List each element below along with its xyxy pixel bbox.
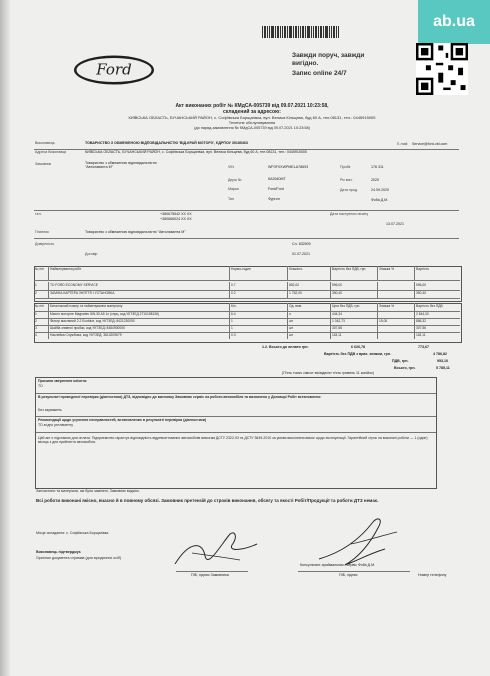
- registration-label: Держ №: [228, 178, 242, 182]
- works-header-cell: Найменування робіт: [49, 266, 230, 280]
- table-cell: 1 752,00: [288, 290, 331, 298]
- executor-name: ТОВАРИСТВО З ОБМЕЖЕНОЮ ВІДПОВІДАЛЬНІСТЮ 'ВІД-КРАЙ МОТОРЗ', ЄДРПОУ 39185463: [85, 141, 248, 145]
- mileage-label: Пробіг: [340, 165, 351, 169]
- barcode: [262, 26, 357, 38]
- mileage-value: 176 311: [371, 165, 384, 169]
- type-label: Тип: [228, 197, 234, 201]
- model-label: Марка: [228, 187, 239, 191]
- table-cell: 2: [34, 290, 49, 298]
- table-cell: 852,00: [288, 282, 331, 290]
- result-value: Без зауважень: [38, 408, 62, 412]
- subtotal-label: 1.2. Всього до оплати грн.: [262, 345, 309, 349]
- qr-code: [416, 43, 468, 95]
- next-visit-value: 13.07.2021: [386, 222, 404, 226]
- model-value: Ford/Ford: [268, 187, 284, 191]
- table-cell: 118,11: [416, 332, 426, 337]
- contact-line-3: Запис online 24/7: [292, 70, 347, 77]
- works-header-row: [34, 266, 460, 281]
- customer-signature: [170, 522, 260, 572]
- customer-signature-label: ПІБ, підпис Замовника: [191, 573, 229, 577]
- executor-signature: [315, 514, 400, 569]
- table-cell: 0.3: [230, 332, 288, 339]
- table-cell: 6.4: [230, 311, 288, 318]
- act-address: КИЇВСЬКА ОБЛАСТЬ, БУЧАНСЬКИЙ РАЙОН, с. Софіївська Борщагівка, вул. Велика Кільцева, буд 60 А, тел.08131, тел.: 0445915005: [128, 115, 376, 120]
- table-cell: ЗАМІНА КАРТЕРА ЗНЯТТЯ І УСТАНОВКА: [49, 290, 230, 298]
- registration-value: КА3940МТ: [268, 177, 286, 181]
- table-cell: [378, 325, 415, 332]
- reason-value: ТО: [38, 384, 43, 388]
- next-visit-label: Дата наступного візиту: [330, 212, 369, 216]
- table-cell: 596,00: [416, 282, 427, 287]
- recommendations-value: ТО згідно регламенту: [38, 423, 73, 427]
- table-cell: 307,56: [416, 325, 427, 330]
- executor-signature-label: ПІБ, підпис: [339, 573, 358, 577]
- agreement-value: Сл. 832509: [292, 242, 311, 246]
- table-cell: л: [288, 311, 331, 318]
- watermark-label: ab.ua: [433, 13, 475, 30]
- table-cell: 886,32: [416, 318, 427, 323]
- parts-header-cell: Ціна без ПДВ, грн.: [331, 303, 378, 311]
- table-cell: 444,34: [331, 311, 378, 318]
- parts-header-cell: Кіл.: [230, 303, 288, 311]
- parts-header-cell: Каталожний номер та найменування матеріалу: [49, 303, 230, 311]
- warranty-label: Довіреність: [35, 242, 55, 246]
- executor-address: КИЇВСЬКА ОБЛАСТЬ, БУЧАНСЬКИЙ РАЙОН, с. Софіївська Борщагівка, вул. Велика Кільцева, буд 60 А, тел.08131, тел.: 0445915005: [85, 150, 307, 154]
- vat-label: ПДВ, грн.: [392, 359, 409, 363]
- year-label: Рік вип.: [340, 178, 353, 182]
- table-cell: шт: [288, 318, 331, 325]
- customer-label: Замовник: [35, 162, 52, 166]
- sale-date-value: 24.09.2020: [371, 188, 389, 192]
- table-cell: шт: [288, 325, 331, 332]
- email-value: Service@ford-vkt.com: [412, 142, 448, 146]
- act-title: Акт виконаних робіт № КМдСА-005739 від 09.07.2021 10:23:58,: [175, 103, 329, 109]
- subtotal-value: 6 626,78: [351, 345, 365, 349]
- payer-value: Товариство з обмеженою відповідальністю "Автолаванта М": [85, 230, 186, 234]
- reason-label: Причина звернення клієнта:: [38, 379, 88, 383]
- contact-line-1: Завжди поруч, завжди: [292, 52, 365, 59]
- warranty-notes: Цей акт є підставою для оплати. Підприємство гарантує відповідність відремонтованих автомобілів вимогам ДСТУ 2322-93 та ДСТУ 3649-2010 за умови виконання вимог щодо експлуатації. Гарантійний строк на виконані роботи — 1 (один) місяць з дня прийняття автомобіля.: [38, 436, 428, 445]
- executor-confirmation-label: Виконавець підтверджує: [36, 550, 81, 554]
- table-cell: 1 042,73: [331, 318, 378, 325]
- table-cell: 118,11: [331, 332, 378, 339]
- table-cell: ТО FORD ECONOMY SERVICE: [49, 282, 230, 290]
- footer-note-1: Запчастини та матеріали, які були замінені, Замовник видано.: [36, 489, 140, 493]
- table-cell: 1: [34, 282, 49, 290]
- table-cell: 350,40: [416, 290, 427, 295]
- table-cell: 350,40: [331, 290, 378, 298]
- works-header-cell: Кількість: [288, 266, 331, 280]
- vin-label: VIN: [228, 165, 234, 169]
- table-cell: шт: [288, 332, 331, 339]
- table-cell: [378, 282, 415, 290]
- grand-total-label: Всього, грн.: [394, 366, 416, 370]
- table-cell: 1: [34, 311, 49, 318]
- table-cell: [378, 332, 415, 339]
- table-cell: 0.7: [230, 282, 288, 290]
- rule-1: [34, 149, 459, 150]
- parts-header-cell: № п/п: [34, 303, 49, 311]
- executor-label: Виконавець: [35, 141, 55, 145]
- rule-3: [34, 238, 459, 239]
- result-label: В результаті проведеної перевірки (діагностики) ДТЗ, відповідно до висновку Замовник сервіс на роботи автомобіля та визначено у Договорі Робіт встановлено:: [38, 395, 322, 399]
- email-label: E-mail:: [397, 142, 409, 146]
- ford-logo: [72, 54, 156, 86]
- reception-value: Фоба Д.М.: [371, 198, 389, 202]
- executor-signature-line: [298, 571, 410, 572]
- table-row: [34, 290, 460, 299]
- works-header-cell: Нормо-годин: [230, 266, 288, 280]
- contact-block: [292, 52, 398, 78]
- sale-date-label: Дата прод.: [340, 188, 358, 192]
- works-header-cell: № п/п: [34, 266, 49, 280]
- act-composed: складений за адресою:: [223, 109, 281, 115]
- contract-label: Договір: [85, 252, 98, 256]
- phone-number-label: Номер телефону: [418, 573, 447, 577]
- site-watermark: [418, 0, 490, 44]
- payer-label: Платник: [35, 230, 49, 234]
- table-cell: 307,56: [331, 325, 378, 332]
- phone-label: тел.: [35, 212, 42, 216]
- grand-total-value: 5 785,11: [436, 366, 450, 370]
- table-cell: Шайба зливної пробки, код УКТЗЕД: 8484900000: [49, 325, 230, 332]
- customer-name: Товариство з обмеженою відповідальністю "Автолаванта М": [85, 161, 157, 169]
- customer-signature-line: [176, 571, 248, 572]
- phone-value: +380675542 XX XX: [160, 212, 192, 216]
- recommendations-label: Рекомендації щодо усунення несправностей, встановлених в результаті перевірки (діагностики): [38, 418, 207, 422]
- table-cell: 1: [230, 318, 288, 325]
- executor-position: Консультант-приймальник / сервіс Фоба Д.М.: [300, 563, 376, 567]
- type-value: Фургон: [268, 197, 280, 201]
- table-cell: [378, 311, 415, 318]
- table-cell: 2 844,00: [416, 311, 429, 316]
- executor-confirmation-text: Оригінал документа отримав (для юридичних осіб): [36, 556, 122, 560]
- table-cell: [378, 290, 415, 298]
- parts-header-cell: Знижка %: [378, 303, 415, 311]
- total-in-words: (П'ять тисяч сімсот вісімдесят п'ять гривень 11 копійок): [282, 371, 374, 375]
- table-cell: 1: [230, 325, 288, 332]
- discount-value: 773,67: [418, 345, 429, 349]
- works-header-cell: Вартість без ПДВ, грн.: [331, 266, 378, 280]
- table-cell: Наклейка Службова, код УКТЗЕД: 3614209679: [49, 332, 230, 339]
- phone-value-2: +380666024 XX XX: [160, 217, 192, 221]
- works-header-cell: Вартість: [416, 266, 429, 271]
- table-row: [34, 332, 460, 339]
- contact-line-2: вигідно.: [292, 60, 319, 67]
- table-cell: 15,00: [378, 318, 415, 325]
- rule-2: [34, 210, 459, 211]
- parts-header-cell: Од. вим.: [288, 303, 331, 311]
- table-cell: 596,00: [331, 282, 378, 290]
- diagnostic-section: [35, 377, 437, 489]
- document-place: Місце складання: с. Софіївська Борщагівка: [36, 531, 109, 535]
- footer-note-2: Всі роботи виконані якісно, вчасно й в повному обсязі. Замовник претензій до строків виконання, обсягу та якості Робіт/Продукції та роботи ДТЗ немає.: [36, 498, 379, 503]
- table-cell: Масло моторне Magnatec 5W-30 A5 1л (спрц. код УКТЗЕД 2710198136): [49, 311, 230, 318]
- table-cell: Фільтр масляний 2.2 Ecoblue, код УКТЗЕД: 8421230090: [49, 318, 230, 325]
- executor-address-label: Адреса Виконавця: [35, 150, 67, 154]
- vin-value: WF0FXXWPMELA78693: [268, 165, 309, 169]
- agreement-date: 01.07.2021: [292, 252, 310, 256]
- table-cell: 4: [34, 332, 49, 339]
- ford-logo-text: Ford: [96, 60, 132, 79]
- table-cell: 2: [34, 318, 49, 325]
- vat-value: 953,10: [437, 359, 448, 363]
- net-total-value: 4 786,82: [433, 352, 447, 356]
- act-service: Технічне обслуговування: [228, 120, 276, 125]
- year-value: 2020: [371, 178, 379, 182]
- parts-header-cell: Вартість без ПДВ: [416, 303, 443, 308]
- act-heading: [90, 103, 414, 131]
- act-order-reference: (до наряд-замовлення № КМдСА-005739 від 09.07.2021 10:23:58): [194, 126, 310, 130]
- works-header-cell: Знижка %: [378, 266, 415, 280]
- table-cell: 3: [34, 325, 49, 332]
- net-total-label: Вартість без ПДВ з врах. знижки, грн.: [324, 352, 391, 356]
- table-cell: 0.2: [230, 290, 288, 298]
